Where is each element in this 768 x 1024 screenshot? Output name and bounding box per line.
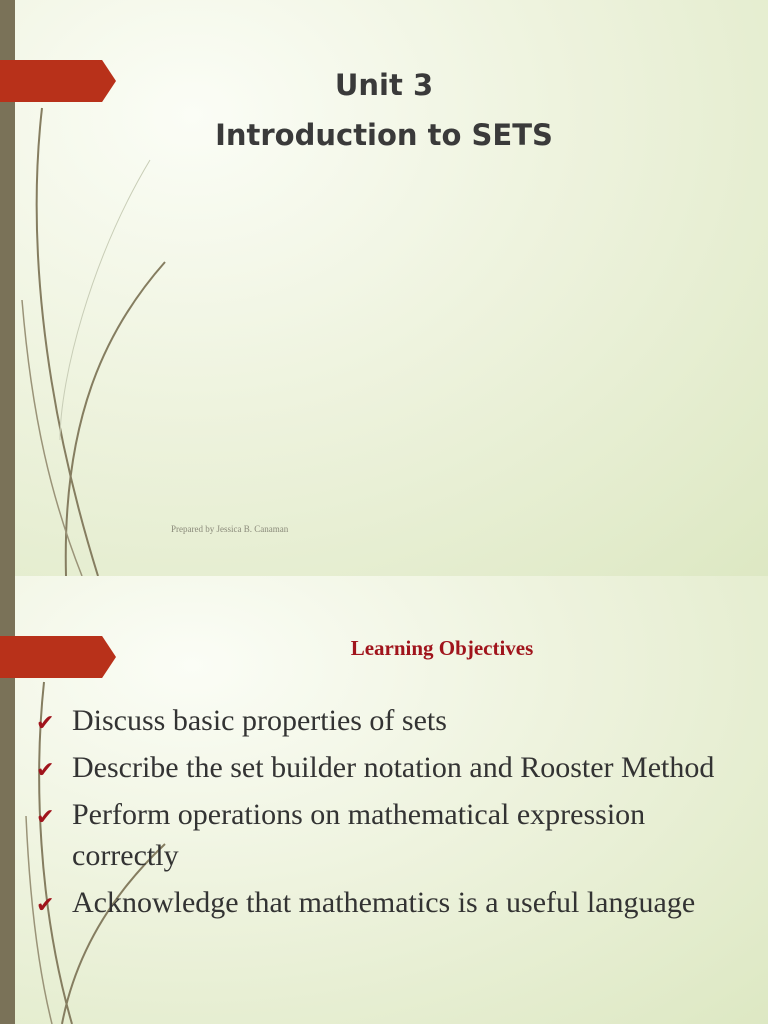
objective-text: Perform operations on mathematical expression correctly <box>72 798 646 872</box>
slide-title-topic: Introduction to SETS <box>215 118 553 152</box>
slide-title-unit: Unit 3 <box>334 68 434 102</box>
list-item <box>34 794 754 876</box>
objective-text: Acknowledge that mathematics is a useful language <box>72 886 696 919</box>
list-item <box>34 747 754 788</box>
checkmark-icon: ✔ <box>36 758 55 783</box>
objectives-list <box>34 700 754 929</box>
objectives-heading: Learning Objectives <box>350 636 534 660</box>
list-item <box>34 700 754 741</box>
objective-text: Describe the set builder notation and Rooster Method <box>72 751 715 784</box>
author-credit: Prepared by Jessica B. Canaman <box>171 524 289 534</box>
checkmark-icon: ✔ <box>36 805 55 830</box>
objectives-slide[interactable] <box>0 576 768 1024</box>
checkmark-icon: ✔ <box>36 711 55 736</box>
objective-text: Discuss basic properties of sets <box>72 704 447 737</box>
list-item <box>34 882 754 923</box>
checkmark-icon: ✔ <box>36 893 55 918</box>
